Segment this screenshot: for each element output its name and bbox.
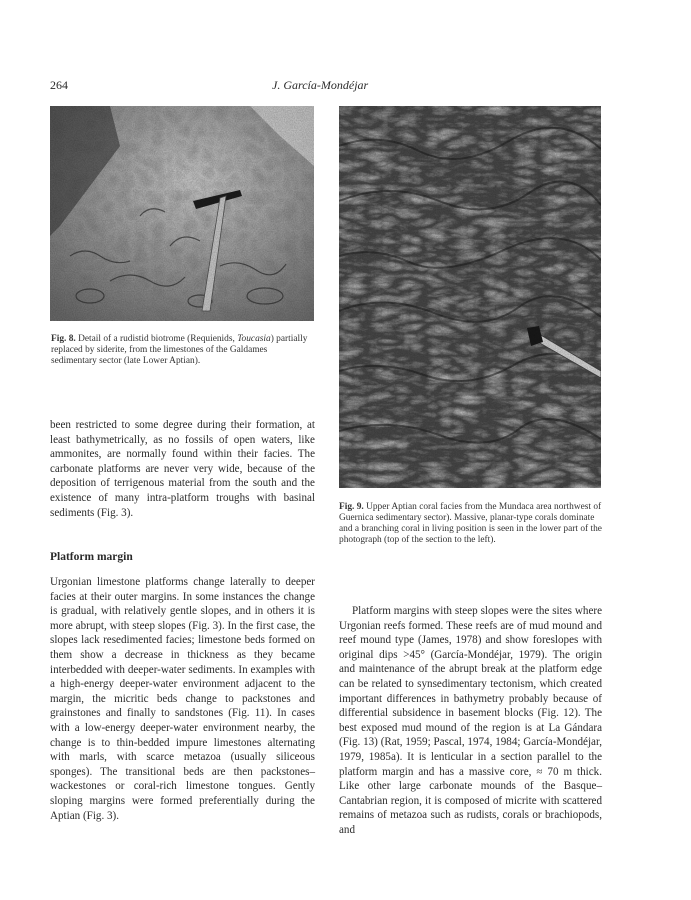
section-heading-platform-margin: Platform margin bbox=[50, 551, 133, 563]
left-column-section-text bbox=[50, 575, 315, 823]
figure-8-caption-text-2: ) partially replaced by siderite, from the limestones of the Galdames sedimentary sector (late Lower Aptian). bbox=[51, 334, 308, 366]
figure-9-caption-text: Upper Aptian coral facies from the Mundaca area northwest of Guernica sedimentary sector). Massive, planar-type corals dominate and a branching coral in living position is seen in the lower part of the photograph (top of the section to the left). bbox=[339, 502, 602, 545]
figure-9-label: Fig. 9. bbox=[339, 502, 364, 512]
body-paragraph: Urgonian limestone platforms change laterally to deeper facies at their outer margins. In some instances the change is gradual, with relatively gentle slopes, and in others it is more abrupt, with steep slopes (Fig. 3). In the first case, the slopes lack resedimented facies; limestone beds formed on them show a decrease in thickness as they became interbedded with deeper-water sediments. In examples with a high-energy deeper-water environment adjacent to the margin, the micritic beds change to packstones and grainstones and finally to sandstones (Fig. 11). In cases with a low-energy deeper-water environment nearby, the change is to thin-bedded impure limestones alternating with marls, with scarce metazoa (usually siliceous sponges). The transitional beds are then packstones–wackestones or coral-rich limestone tongues. Gently sloping margins were formed preferentially during the Aptian (Fig. 3). bbox=[50, 576, 315, 822]
page-number: 264 bbox=[50, 78, 68, 92]
body-paragraph: Platform margins with steep slopes were the sites where Urgonian reefs formed. These reefs are of mud mound and reef mound type (James, 1978) and show foreslopes with original dips >45° (García-Mondéjar, 1979). The origin and maintenance of the abrupt break at the platform edge can be related to synsedimentary tectonism, which created important differences in bathymetry probably because of differential subsidence in basement blocks (Fig. 12). The best exposed mud mound of the region is at La Gándara (Fig. 13) (Rat, 1959; Pascal, 1974, 1984; García-Mondéjar, 1979, 1985a). It is lenticular in a section parallel to the platform margin and has a massive core, ≈ 70 m thick. Like other large carbonate mounds of the Basque–Cantabrian region, it is composed of micrite with scattered remains of metazoa such as rudists, corals or brachiopods, and bbox=[339, 605, 602, 836]
figure-8-label: Fig. 8. bbox=[51, 334, 76, 344]
figure-8-caption-taxon: Toucasia bbox=[237, 334, 271, 344]
right-column-text bbox=[339, 604, 602, 838]
body-paragraph: been restricted to some degree during their formation, at least bathymetrically, as no fossils of open waters, like ammonites, are normally found within their facies. The carbonate platforms are never very wide, because of the deposition of terrigenous material from the south and the existence of many intra-platform troughs with basinal sediments (Fig. 3). bbox=[50, 419, 315, 519]
figure-8-photo bbox=[50, 106, 314, 321]
figure-8-caption bbox=[51, 334, 313, 367]
left-column-continued-text bbox=[50, 418, 315, 520]
running-header-author: J. García-Mondéjar bbox=[272, 78, 369, 92]
figure-8-caption-text-1: Detail of a rudistid biotrome (Requienids, bbox=[78, 334, 235, 344]
figure-9-photo bbox=[339, 106, 601, 488]
figure-9-caption bbox=[339, 502, 603, 546]
